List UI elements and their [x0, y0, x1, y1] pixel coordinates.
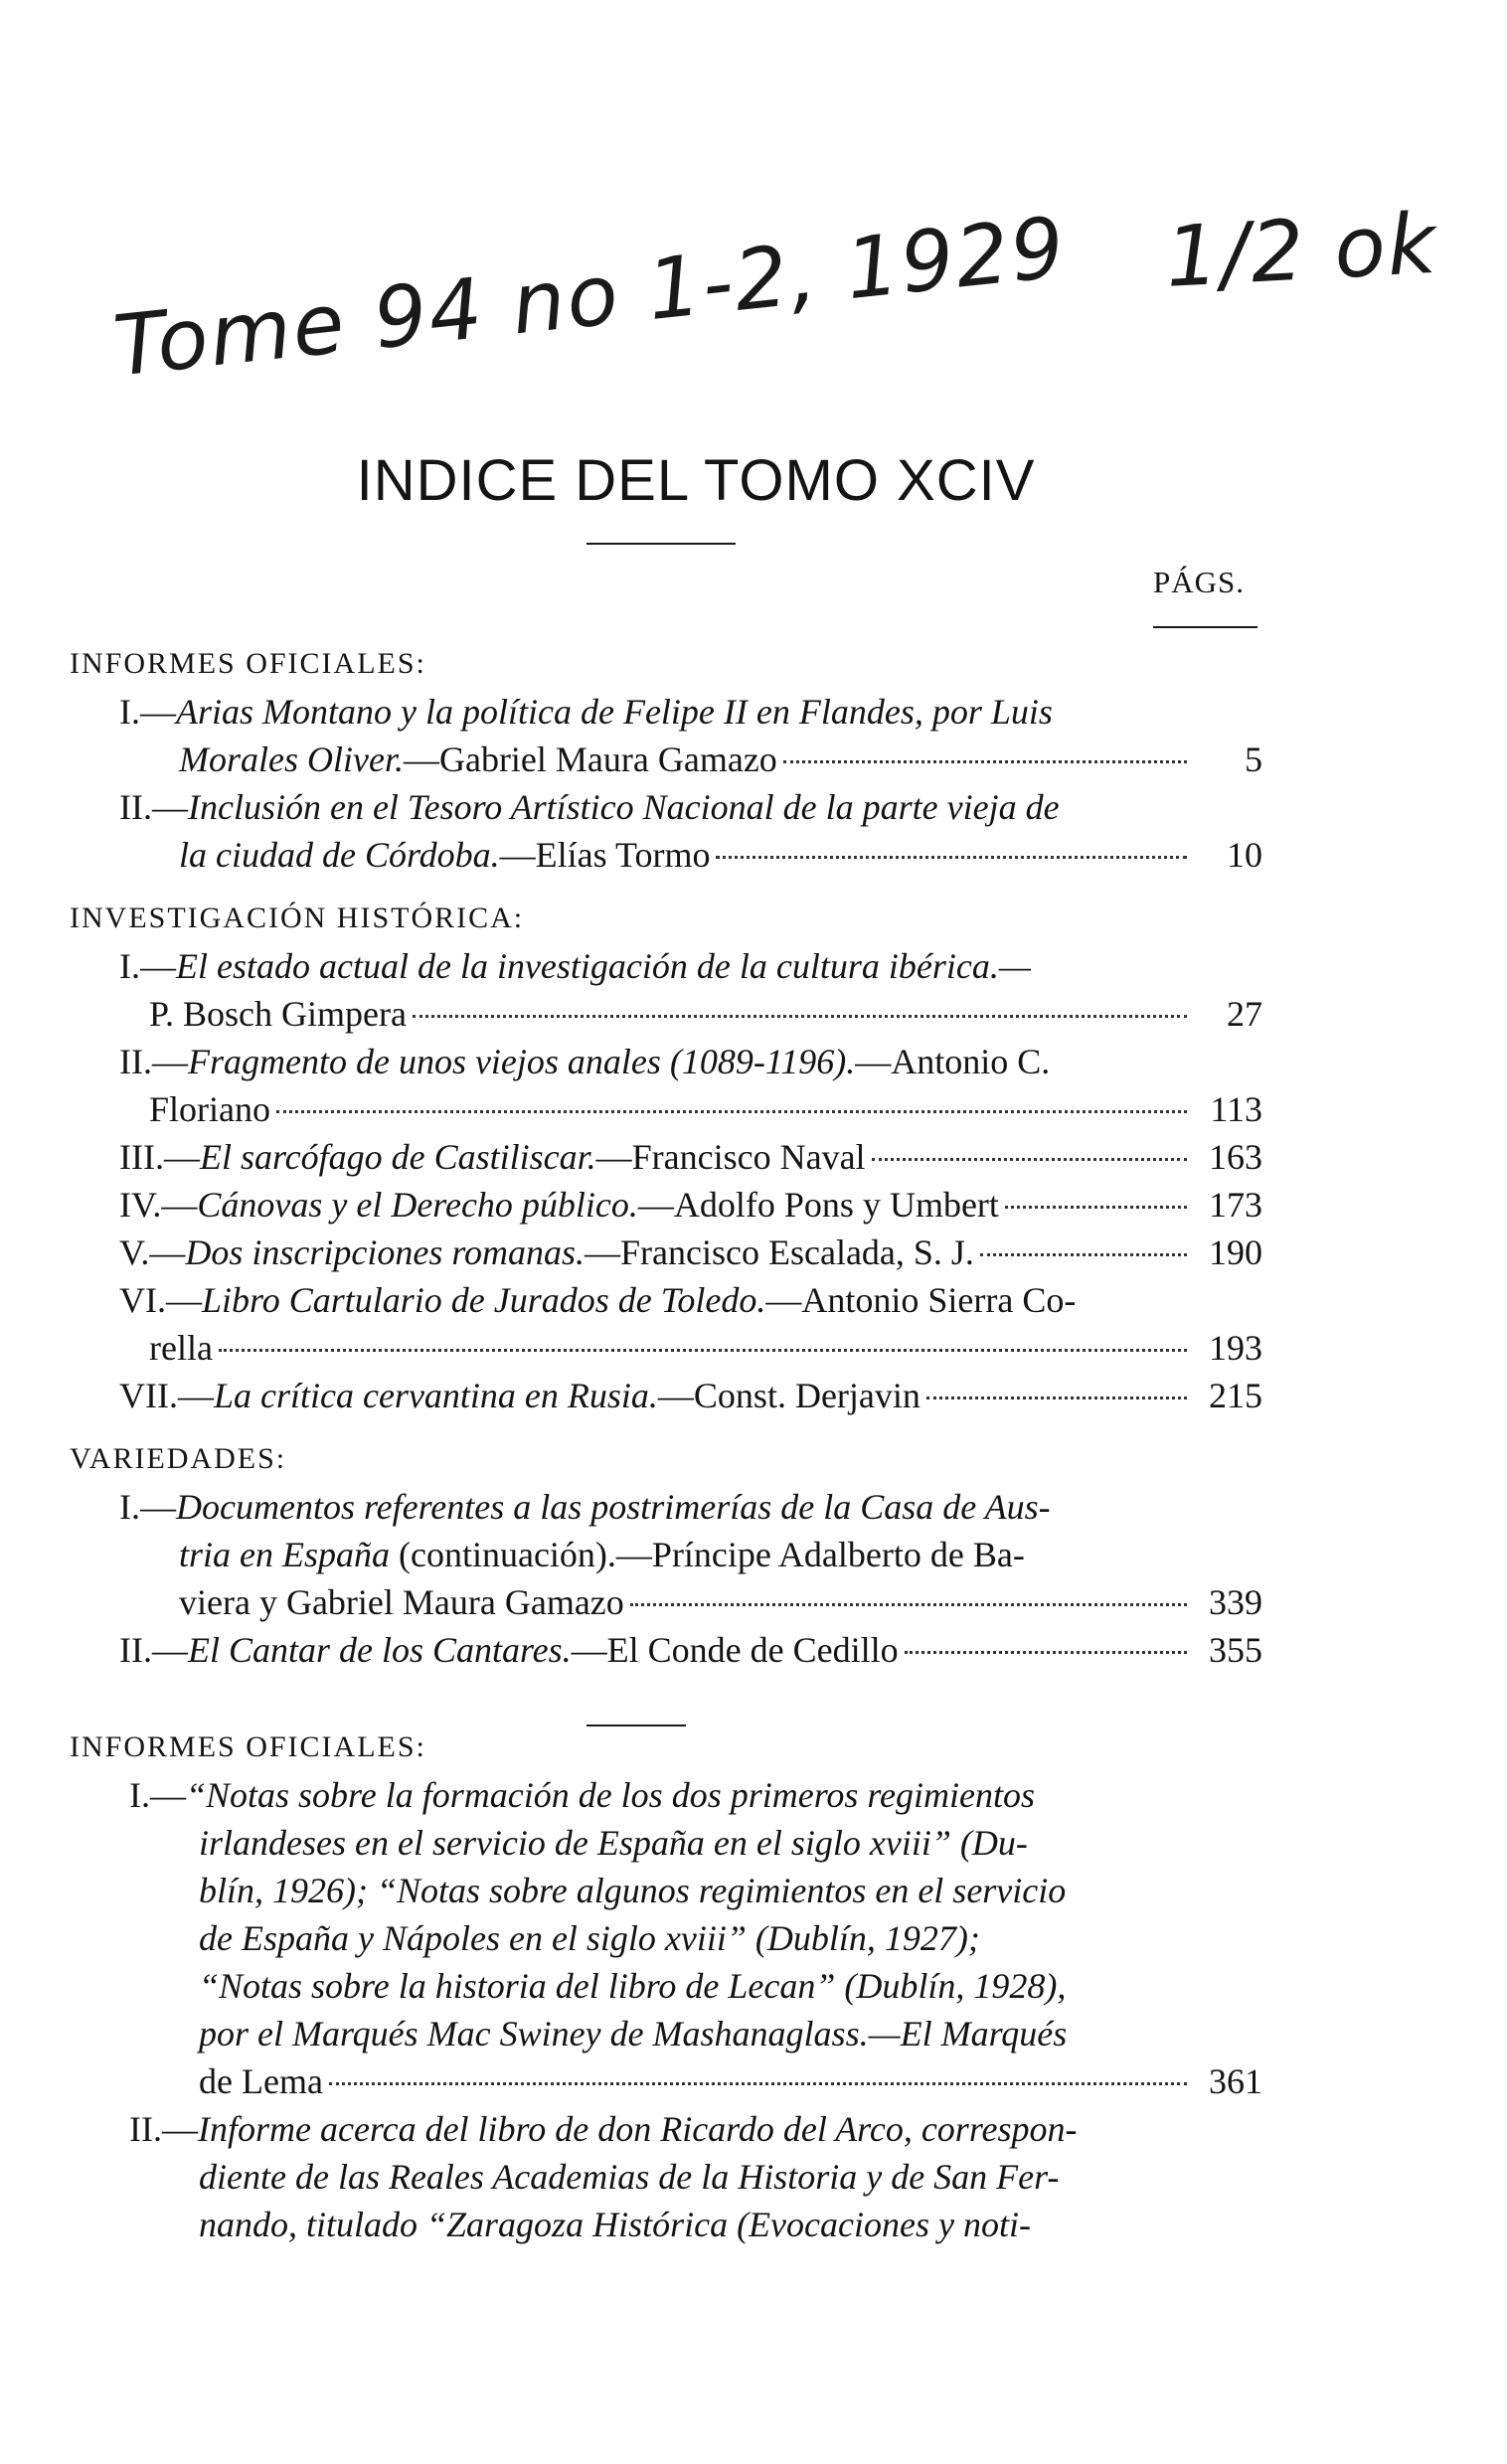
handwritten-note-left: Tome 94 no 1-2, 1929 — [109, 198, 1071, 396]
section-divider — [586, 1725, 686, 1726]
toc-entry: I.—“Notas sobre la formación de los dos primeros regimientos irlandeses en el servicio de España en el siglo xviii” (Du- blín, 1926); “Notas sobre algunos regimientos en el servicio de España y Nápoles en el siglo xviii” (Dublín, 1927); “Notas sobre la historia del libro de Lecan” (Dublín, 1928), por el Marqués Mac Swiney de Mashanaglass.—El Marqués de Lema 361 — [70, 1771, 1262, 2105]
toc-entry: I.—Documentos referentes a las postrimerías de la Casa de Aus- tria en España (continuación).—Príncipe Adalberto de Ba- viera y Gabriel Maura Gamazo 339 — [70, 1483, 1262, 1626]
page-number: 190 — [1209, 1232, 1262, 1272]
section-heading: VARIEDADES: — [70, 1442, 287, 1475]
section-heading: INVESTIGACIÓN HISTÓRICA: — [70, 902, 525, 934]
toc-entry: II.—Inclusión en el Tesoro Artístico Nacional de la parte vieja de la ciudad de Córdoba.—Elías Tormo 10 — [70, 783, 1262, 879]
page-number: 355 — [1209, 1630, 1262, 1670]
page-title: INDICE DEL TOMO XCIV — [356, 448, 1036, 513]
page-number: 5 — [1245, 739, 1262, 779]
toc-entry: I.—Arias Montano y la política de Felipe II en Flandes, por Luis Morales Oliver.—Gabriel Maura Gamazo 5 — [70, 688, 1262, 783]
toc-entry: II.—Fragmento de unos viejos anales (1089-1196).—Antonio C. Floriano 113 — [70, 1038, 1262, 1133]
page-number: 163 — [1209, 1137, 1262, 1177]
page-number: 10 — [1227, 835, 1262, 875]
page-number: 193 — [1209, 1328, 1262, 1368]
title-rule — [586, 543, 736, 545]
toc-entry: V.—Dos inscripciones romanas.—Francisco Escalada, S. J. 190 — [70, 1229, 1262, 1276]
toc-entry: II.—El Cantar de los Cantares.—El Conde de Cedillo 355 — [70, 1626, 1262, 1674]
pages-rule — [1153, 626, 1257, 628]
table-of-contents — [70, 636, 1262, 2248]
toc-entry: VI.—Libro Cartulario de Jurados de Toledo.—Antonio Sierra Co- rella 193 — [70, 1276, 1262, 1372]
toc-entry: II.—Informe acerca del libro de don Ricardo del Arco, correspon- diente de las Reales Academias de la Historia y de San Fer- nando, titulado “Zaragoza Histórica (Evocaciones y noti- — [129, 2109, 1078, 2244]
toc-entry: IV.—Cánovas y el Derecho público.—Adolfo Pons y Umbert 173 — [70, 1181, 1262, 1229]
page-number: 27 — [1227, 994, 1262, 1034]
section-heading: INFORMES OFICIALES: — [70, 647, 426, 680]
section-heading: INFORMES OFICIALES: — [70, 1730, 426, 1763]
page-number: 215 — [1209, 1376, 1262, 1415]
toc-entry: III.—El sarcófago de Castiliscar.—Francisco Naval 163 — [70, 1133, 1262, 1181]
pages-column-label: PÁGS. — [1153, 565, 1246, 599]
toc-entry: VII.—La crítica cervantina en Rusia.—Const. Derjavin 215 — [70, 1372, 1262, 1419]
page-number: 339 — [1209, 1582, 1262, 1622]
handwritten-note-right: 1/2 ok — [1163, 194, 1440, 306]
page-number: 113 — [1210, 1089, 1262, 1129]
toc-entry: I.—El estado actual de la investigación de la cultura ibérica.— P. Bosch Gimpera 27 — [70, 942, 1262, 1038]
page-number: 361 — [1209, 2061, 1262, 2101]
page-number: 173 — [1209, 1185, 1262, 1225]
